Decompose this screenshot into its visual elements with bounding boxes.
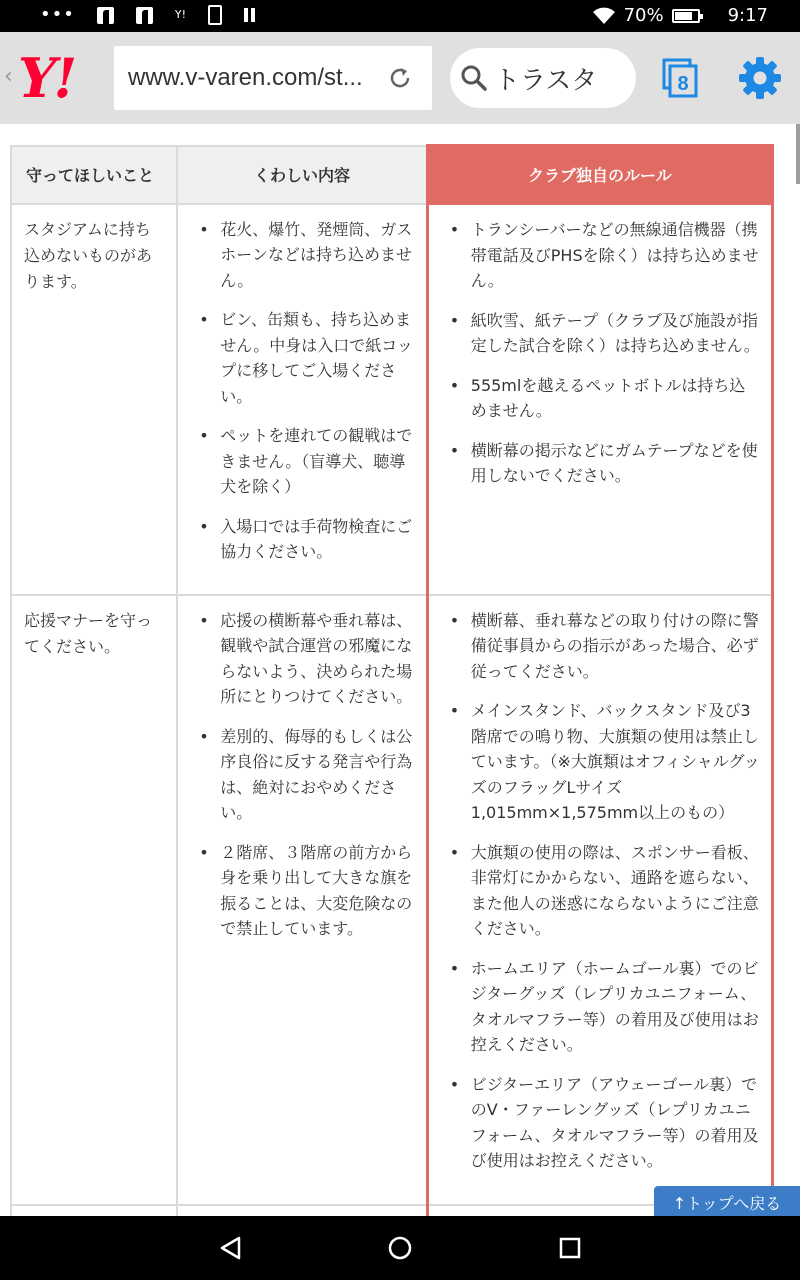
url-text[interactable]: www.v-varen.com/st...	[128, 64, 363, 91]
yahoo-logo[interactable]: Y!	[18, 46, 75, 110]
list-item: • ２階席、３階席の前方から身を乗り出して大きな旗を振ることは、大変危険なので禁止しています。	[190, 840, 415, 942]
list-item: • メインスタンド、バックスタンド及び3階席での鳴り物、大旗類の使用は禁止しています。（※大旗類はオフィシャルグッズのフラッグLサイズ1,015mm×1,575mm以上のもの）	[441, 698, 761, 826]
club-rules-cell	[427, 204, 772, 595]
details-cell	[177, 595, 427, 1205]
list-item: • 入場口では手荷物検査にご協力ください。	[190, 514, 415, 565]
rule-cell: スタジアムに持ち込めないものがあります。	[11, 204, 177, 595]
club-rules-cell	[427, 595, 772, 1205]
details-cell	[177, 1205, 427, 1217]
list-item: • 555mlを越えるペットボトルは持ち込めません。	[441, 373, 761, 424]
list-item: • 花火、爆竹、発煙筒、ガスホーンなどは持ち込めません。	[190, 217, 415, 294]
yahoo-mail-icon: Y!	[174, 8, 186, 21]
search-icon	[460, 64, 488, 92]
system-status	[592, 4, 768, 28]
facebook-icon	[97, 7, 114, 24]
back-to-top-button[interactable]: ↑トップへ戻る	[654, 1186, 800, 1216]
status-bar	[0, 0, 800, 32]
pause-icon	[244, 8, 255, 22]
tab-count: 8	[677, 73, 689, 95]
rules-table	[10, 144, 774, 1216]
battery-percent: 70%	[623, 5, 664, 26]
list-item: • 応援の横断幕や垂れ幕は、観戦や試合運営の邪魔にならないよう、決められた場所にとりつけてください。	[190, 608, 415, 710]
table-row	[11, 595, 773, 1205]
facebook-icon-2	[136, 7, 153, 24]
rule-cell	[11, 1205, 177, 1217]
header-club-rules: クラブ独自のルール	[427, 146, 772, 204]
gear-icon[interactable]	[738, 56, 782, 100]
reload-icon[interactable]	[386, 64, 414, 92]
wifi-icon	[592, 7, 616, 25]
search-query[interactable]: トラスタ	[494, 65, 598, 96]
tablet-icon	[208, 5, 222, 25]
notification-icons	[40, 4, 255, 26]
address-bar[interactable]	[114, 46, 432, 110]
list-item: • ビジターエリア（アウェーゴール裏）でのV・ファーレングッズ（レプリカユニフォーム、タオルマフラー等）の着用及び使用はお控えください。	[441, 1072, 761, 1174]
list-item: • 横断幕の掲示などにガムテープなどを使用しないでください。	[441, 438, 761, 489]
clock: 9:17	[727, 5, 768, 26]
search-box[interactable]	[450, 48, 636, 108]
list-item: • ホームエリア（ホームゴール裏）でのビジターグッズ（レプリカユニフォーム、タオルマフラー等）の着用及び使用はお控えください。	[441, 956, 761, 1058]
list-item: • トランシーバーなどの無線通信機器（携帯電話及びPHSを除く）は持ち込めません。	[441, 217, 761, 294]
details-cell	[177, 204, 427, 595]
list-item: • 紙吹雪、紙テープ（クラブ及び施設が指定した試合を除く）は持ち込めません。	[441, 308, 761, 359]
list-item: • 差別的、侮辱的もしくは公序良俗に反する発言や行為は、絶対におやめください。	[190, 724, 415, 826]
list-item: • ビン、缶類も、持ち込めません。中身は入口で紙コップに移してご入場ください。	[190, 307, 415, 409]
scrollbar[interactable]	[796, 124, 800, 184]
header-details: くわしい内容	[177, 146, 427, 204]
navigation-bar	[0, 1216, 800, 1280]
more-dots-icon: •••	[40, 4, 75, 25]
browser-toolbar	[0, 32, 800, 124]
list-item: • 大旗類の使用の際は、スポンサー看板、非常灯にかからない、通路を遮らない、また他人の迷惑にならないようにご注意ください。	[441, 840, 761, 942]
battery-icon	[672, 9, 700, 23]
list-item: • 横断幕、垂れ幕などの取り付けの際に警備従事員からの指示があった場合、必ず従ってください。	[441, 608, 761, 685]
header-rule: 守ってほしいこと	[11, 146, 177, 204]
list-item: • ペットを連れての観戦はできません。（盲導犬、聴導犬を除く）	[190, 423, 415, 500]
tabs-icon[interactable]	[662, 58, 698, 98]
table-row	[11, 204, 773, 595]
home-icon[interactable]	[388, 1236, 412, 1260]
page-content[interactable]	[0, 124, 800, 1216]
rule-cell: 応援マナーを守ってください。	[11, 595, 177, 1205]
back-chevron-icon[interactable]: ‹	[4, 64, 13, 89]
recent-apps-icon[interactable]	[559, 1237, 581, 1259]
back-icon[interactable]	[219, 1236, 243, 1260]
